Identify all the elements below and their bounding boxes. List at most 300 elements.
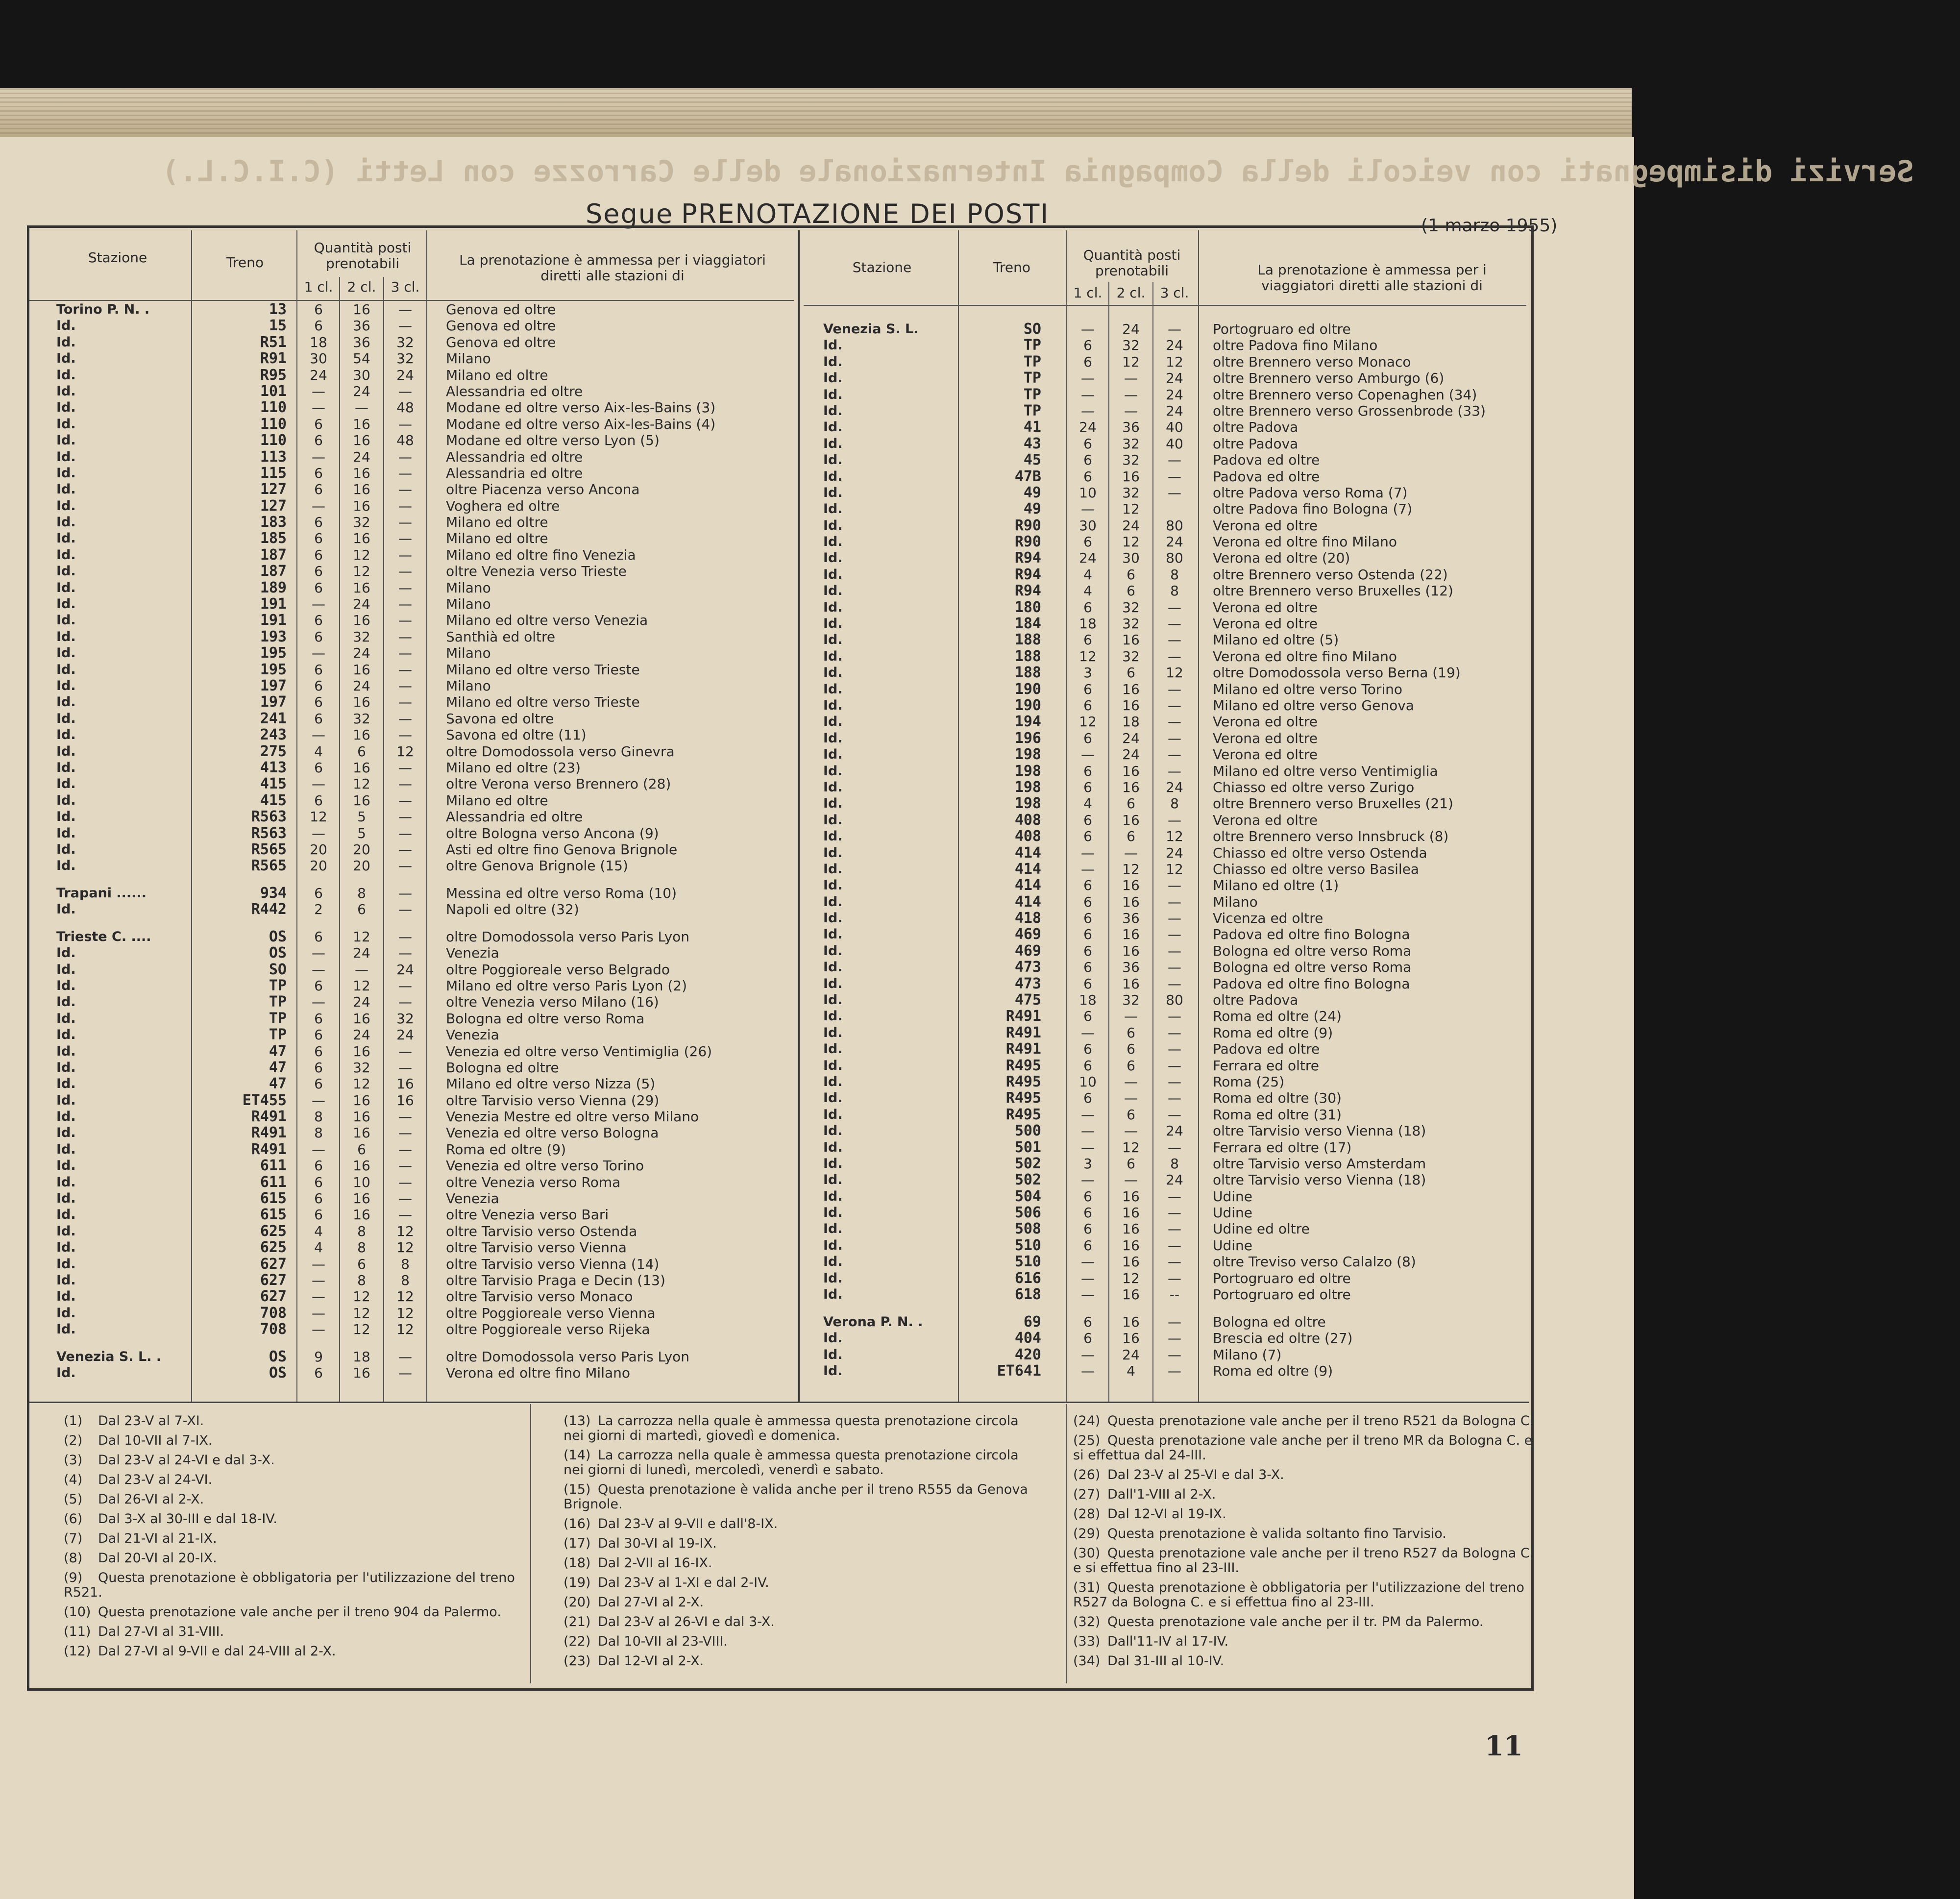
class2-cell: 24 [353,945,370,962]
class3-cell: 24 [1166,337,1183,354]
class2-cell: 16 [353,481,370,498]
station-column [56,885,189,918]
station-cell: Id. [823,1123,843,1139]
destination-cell: oltre Brennero verso Ostenda (22) [1213,566,1448,583]
class3-cell: 24 [1166,1123,1183,1139]
station-cell: Id. [823,599,843,615]
footnote [64,1531,519,1546]
train-cell: 195 [260,644,287,662]
class1-cell: 6 [1083,599,1092,616]
train-cell: 110 [260,432,287,449]
train-cell: 469 [1014,942,1041,960]
train-column [196,301,287,874]
class2-cell: 16 [1122,975,1140,992]
footnote [564,1595,1034,1610]
class2-cell: 16 [1122,697,1140,714]
destination-cell: Milano ed oltre [446,792,548,809]
destination-cell: oltre Venezia verso Milano (16) [446,994,659,1011]
train-cell: 625 [260,1239,287,1257]
station-cell: Venezia S. L. . [56,1349,162,1364]
destination-cell: oltre Tarvisio verso Monaco [446,1288,633,1305]
class3-cell: — [1168,959,1181,976]
class2-cell: 16 [1122,893,1140,910]
class1-cell: — [312,1305,325,1321]
class3-cell: — [398,1158,412,1174]
train-cell: 502 [1014,1155,1041,1172]
station-cell: Id. [823,1074,843,1089]
station-cell: Id. [823,681,843,697]
station-cell: Id. [823,960,843,975]
destination-cell: Verona ed oltre fino Milano [1213,534,1397,550]
class2-cell: 24 [353,645,370,662]
class2-cell: 36 [1122,910,1140,927]
footnote [64,1512,519,1527]
class1-cell: 6 [1083,632,1092,648]
station-cell: Id. [823,1221,843,1237]
destination-cell: Chiasso ed oltre verso Ostenda [1213,844,1427,861]
class1-cell: 6 [1083,1330,1092,1347]
class1-cell: 12 [1079,648,1097,665]
class2-cell: 16 [353,1109,370,1125]
station-cell: Id. [823,1090,843,1106]
class2-cell: 24 [353,1027,370,1043]
footnotes-col-1 [64,1414,519,1664]
class3-cell: 8 [1170,795,1179,812]
destination-cell: Verona ed oltre [1213,517,1318,534]
train-cell: 627 [260,1272,287,1289]
train-cell: R565 [251,857,287,875]
class3-cell: — [398,465,412,481]
class2-cell: 16 [1122,1254,1140,1270]
station-cell: Id. [56,596,76,612]
destination-cell: Milano ed oltre verso Torino [1213,681,1403,697]
station-cell: Id. [823,518,843,533]
station-cell: Id. [823,1188,843,1204]
class2-cell: 24 [353,383,370,399]
class2-cell: 16 [353,727,370,743]
destination-cell: Milano ed oltre verso Trieste [446,694,640,711]
train-column [196,929,287,1338]
station-cell: Id. [56,1060,76,1075]
train-cell: 127 [260,481,287,498]
destination-cell: oltre Treviso verso Calalzo (8) [1213,1254,1416,1270]
station-cell: Id. [823,845,843,861]
class3-cell: 12 [1166,828,1183,845]
train-cell: 187 [260,563,287,580]
train-cell: 415 [260,775,287,793]
notes-divider [1066,1404,1067,1683]
train-cell: 69 [1023,1313,1041,1331]
destination-cell: Verona ed oltre [1213,599,1318,616]
destination-cell: oltre Padova [1213,419,1298,436]
class2-cell: 16 [1122,1286,1140,1303]
class3-column [384,929,426,1338]
destination-cell: Udine [1213,1237,1253,1254]
destination-cell: oltre Brennero verso Monaco [1213,353,1411,370]
station-cell: Id. [823,1287,843,1303]
destination-column [446,929,789,1338]
footnote-text: Dal 2-VII al 16-IX. [598,1555,712,1571]
train-cell: 43 [1023,435,1041,452]
class3-cell: — [1168,1024,1181,1041]
footnote-number: (20) [564,1595,591,1610]
class3-cell: 24 [396,1027,414,1043]
train-cell: 625 [260,1222,287,1240]
class1-column [298,1349,339,1381]
station-cell: Id. [823,1009,843,1024]
station-cell: Id. [56,1240,76,1256]
destination-cell: Asti ed oltre fino Genova Brignole [446,841,678,858]
notes-top-line [29,1402,1529,1403]
train-cell: R495 [1005,1057,1041,1074]
destination-cell: oltre Venezia verso Trieste [446,563,627,580]
class1-cell: — [312,1141,325,1158]
class3-cell: — [1168,484,1181,501]
class1-cell: 24 [310,367,327,383]
class1-cell: — [312,448,325,465]
footnote-number: (16) [564,1516,591,1531]
station-cell: Id. [823,648,843,664]
destination-header: La prenotazione è ammessa per i viaggiatori diretti alle stazioni di [1257,262,1487,294]
class2-cell: 6 [1127,828,1135,845]
class3-cell: 8 [1170,583,1179,599]
train-cell: 197 [260,677,287,694]
station-cell: Id. [823,534,843,550]
class2-cell: 6 [1127,583,1135,599]
footnote-number: (5) [64,1492,83,1507]
train-cell: 506 [1014,1204,1041,1222]
class2-cell: 32 [1122,452,1140,469]
class3-cell: — [398,612,412,629]
destination-cell: oltre Tarvisio verso Ostenda [446,1223,637,1239]
station-cell: Id. [56,978,76,993]
divider [296,230,297,1402]
destination-cell: Milano ed oltre (23) [446,759,581,776]
station-cell: Id. [823,796,843,812]
footnote-text: Questa prenotazione vale anche per il treno MR da Bologna C. e si effettua dal 24-III. [1073,1433,1533,1463]
class1-cell: 6 [1083,452,1092,469]
class3-cell: — [1168,452,1181,469]
class3-cell: — [398,383,412,399]
class2-cell: 16 [1122,812,1140,828]
train-cell: R491 [1005,1008,1041,1025]
footnote [64,1453,519,1468]
station-cell: Id. [56,1191,76,1207]
class2-cell: 6 [1127,665,1135,681]
class1-cell: 6 [314,1365,323,1381]
class2-cell: 12 [1122,501,1140,518]
station-cell: Venezia S. L. [823,321,919,337]
destination-cell: oltre Tarvisio verso Amsterdam [1213,1155,1426,1172]
class2-cell: 6 [1127,1041,1135,1058]
footnote-number: (1) [64,1413,83,1429]
destination-cell: oltre Domodossola verso Paris Lyon [446,928,690,945]
train-cell: 708 [260,1304,287,1322]
class3-cell: — [398,901,412,918]
train-column [196,885,287,918]
class3-cell: — [1168,681,1181,697]
train-cell: 193 [260,628,287,645]
destination-cell: oltre Padova [1213,435,1298,452]
train-cell: R565 [251,840,287,858]
class3-cell: — [1168,877,1181,894]
train-cell: 404 [1014,1330,1041,1347]
class2-cell: 32 [1122,337,1140,354]
class1-cell: 6 [314,432,323,449]
class2-cell: 16 [353,612,370,629]
class3-cell: — [398,579,412,596]
train-cell: 473 [1014,975,1041,992]
footnotes-col-2 [564,1414,1034,1674]
class1-column [1067,321,1108,1303]
train-cell: R491 [251,1124,287,1142]
class1-cell: 6 [1083,468,1092,485]
class2-cell: — [1124,1073,1138,1090]
footnote-number: (6) [64,1511,83,1527]
class2-cell: 12 [353,1288,370,1305]
train-cell: 502 [1014,1171,1041,1189]
destination-cell: oltre Genova Brignole (15) [446,858,628,874]
destination-cell: Venezia ed oltre verso Ventimiglia (26) [446,1043,712,1060]
class3-cell: — [1168,1188,1181,1205]
class2-cell: 6 [357,743,366,760]
station-cell: Id. [823,485,843,500]
train-cell: R491 [251,1140,287,1158]
class1-cell: 10 [1079,484,1097,501]
class2-cell: — [1124,402,1138,419]
destination-cell: Ferrara ed oltre [1213,1057,1319,1074]
train-cell: 618 [1014,1286,1041,1304]
destination-cell: oltre Brennero verso Bruxelles (12) [1213,583,1453,599]
class2-header: 2 cl. [347,279,376,295]
footnote-number: (17) [564,1536,591,1551]
station-column [56,1349,189,1381]
train-cell: 184 [1014,615,1041,633]
class3-cell: 24 [1166,534,1183,550]
class2-cell: 12 [353,776,370,792]
class1-cell: 6 [1083,353,1092,370]
destination-cell: Brescia ed oltre (27) [1213,1330,1353,1347]
class1-column [298,929,339,1338]
class1-cell: — [1081,1139,1095,1156]
class3-cell: — [398,727,412,743]
train-cell: 110 [260,415,287,433]
destination-cell: Milano ed oltre verso Nizza (5) [446,1076,656,1092]
class1-cell: 6 [1083,828,1092,845]
destination-cell: oltre Brennero verso Innsbruck (8) [1213,828,1449,845]
footnote [64,1571,519,1600]
class1-cell: 18 [1079,616,1097,632]
class3-cell: — [398,1125,412,1141]
class2-cell: 12 [353,1321,370,1338]
treno-header: Treno [226,254,264,271]
class2-cell: 24 [1122,1346,1140,1363]
train-column [963,321,1041,1303]
destination-cell: Alessandria ed oltre [446,383,583,399]
class2-cell: 16 [353,792,370,809]
class3-cell: 12 [1166,665,1183,681]
station-cell: Id. [823,1237,843,1253]
destination-column [446,301,789,874]
class2-cell: 24 [353,448,370,465]
class1-cell: — [1081,1123,1095,1139]
title-main: PRENOTAZIONE DEI POSTI [681,198,1050,229]
station-cell: Id. [823,943,843,959]
station-cell: Id. [56,318,76,334]
class1-cell: 6 [1083,1221,1092,1237]
station-cell: Id. [823,1205,843,1221]
class1-cell: 4 [1083,583,1092,599]
class3-cell: — [1168,812,1181,828]
class3-cell: — [398,1043,412,1060]
class3-cell: — [1168,746,1181,763]
station-cell: Id. [56,1109,76,1125]
train-cell: 195 [260,661,287,678]
train-cell: 113 [260,448,287,466]
class1-cell: 6 [314,465,323,481]
notes-divider [530,1404,531,1683]
class3-cell: — [1168,926,1181,943]
class1-cell: 6 [314,1059,323,1076]
class1-cell: 6 [314,1043,323,1060]
class1-cell: 6 [314,1207,323,1223]
train-cell: 189 [260,579,287,596]
station-cell: Id. [56,482,76,497]
class2-cell: 16 [353,1125,370,1141]
destination-cell: Bologna ed oltre verso Roma [446,1010,645,1027]
class2-cell: 16 [1122,779,1140,795]
station-cell: Id. [56,1174,76,1190]
train-cell: 47 [269,1075,287,1093]
station-cell: Id. [56,564,76,579]
destination-cell: oltre Tarvisio verso Vienna [446,1239,627,1256]
footnote [64,1605,519,1620]
class1-cell: 3 [1083,665,1092,681]
destination-cell: oltre Brennero verso Copenaghen (34) [1213,386,1477,403]
class3-cell: — [398,809,412,825]
class2-column [1109,321,1152,1303]
train-cell: 708 [260,1321,287,1338]
class3-cell: — [398,1059,412,1076]
train-cell: 196 [1014,729,1041,747]
destination-cell: Milano ed oltre verso Genova [1213,697,1414,714]
destination-cell: Portogruaro ed oltre [1213,321,1351,337]
station-cell: Id. [823,616,843,632]
class1-cell: 6 [314,546,323,563]
class3-cell: 24 [1166,1172,1183,1188]
class1-cell: 6 [314,318,323,334]
class3-cell: — [398,677,412,694]
destination-cell: oltre Tarvisio verso Vienna (18) [1213,1172,1426,1188]
class2-cell: 32 [1122,484,1140,501]
footnote [1073,1546,1539,1576]
station-cell: Id. [823,911,843,926]
divider [958,230,959,1402]
destination-cell: Padova ed oltre fino Bologna [1213,926,1410,943]
divider [191,230,192,1402]
class1-cell: — [312,945,325,962]
destination-cell: Milano [446,596,491,613]
footnote [1073,1634,1539,1649]
class2-cell: 16 [1122,926,1140,943]
destination-cell: oltre Venezia verso Roma [446,1174,621,1190]
destination-cell: Portogruaro ed oltre [1213,1270,1351,1286]
footnote [64,1473,519,1487]
destination-cell: Padova ed oltre [1213,1041,1320,1058]
class3-cell: 80 [1166,550,1183,567]
edition-date: (1 marzo 1955) [1421,216,1558,236]
train-cell: R491 [251,1108,287,1126]
train-cell: R563 [251,808,287,826]
header-bottom-left [29,300,794,301]
destination-cell: Roma (25) [1213,1073,1285,1090]
footnote-text: Dal 27-VI al 9-VII e dal 24-VIII al 2-X. [98,1644,336,1659]
station-cell: Id. [56,1223,76,1239]
class1-cell: — [312,497,325,514]
station-cell: Id. [56,1273,76,1288]
destination-cell: Modane ed oltre verso Aix-les-Bains (3) [446,399,716,416]
class2-cell: 16 [353,530,370,547]
class1-cell: 6 [1083,942,1092,959]
class1-cell: 6 [1083,926,1092,943]
class3-cell: 12 [396,1239,414,1256]
class2-cell: 16 [353,759,370,776]
class2-cell: 12 [1122,1139,1140,1156]
class1-cell: 6 [1083,975,1092,992]
class3-cell: — [398,301,412,318]
class2-cell: 32 [1122,599,1140,616]
class3-cell: — [398,928,412,945]
destination-cell: Roma ed oltre (9) [1213,1024,1333,1041]
class3-cell: 24 [396,961,414,978]
class3-cell: — [1168,1237,1181,1254]
train-cell: ET455 [242,1091,287,1109]
train-cell: TP [1023,370,1041,387]
class3-cell: — [398,858,412,874]
class3-cell: — [398,994,412,1011]
footnote-number: (29) [1073,1526,1101,1541]
class2-cell: — [1124,386,1138,403]
destination-cell: oltre Poggioreale verso Rijeka [446,1321,650,1338]
footnote-number: (12) [64,1644,91,1659]
class2-cell: 6 [357,901,366,918]
class2-column [1109,1314,1152,1380]
class2-cell: 6 [357,1256,366,1272]
class1-cell: 6 [314,710,323,727]
train-cell: R94 [1014,582,1041,600]
station-cell: Id. [823,1363,843,1379]
footnote-text: Questa prenotazione è obbligatoria per l'utilizzazione del treno R521. [64,1570,515,1600]
destination-cell: Milano [446,645,491,662]
class1-cell: 6 [1083,1237,1092,1254]
footnote [564,1654,1034,1669]
station-cell: Id. [56,515,76,530]
class2-cell: 16 [1122,877,1140,894]
station-cell: Id. [823,338,843,353]
footnote-number: (30) [1073,1546,1101,1561]
class2-cell: 36 [353,334,370,350]
footnote-text: Questa prenotazione è valida anche per il treno R555 da Genova Brignole. [564,1482,1028,1512]
station-cell: Id. [823,550,843,566]
destination-column [1213,1314,1526,1380]
class3-cell: — [1168,599,1181,616]
class3-cell: 24 [1166,386,1183,403]
destination-cell: oltre Poggioreale verso Belgrado [446,961,670,978]
train-cell: TP [1023,337,1041,354]
footnote-number: (15) [564,1482,591,1497]
footnote-number: (31) [1073,1580,1101,1595]
class3-cell: — [398,1141,412,1158]
